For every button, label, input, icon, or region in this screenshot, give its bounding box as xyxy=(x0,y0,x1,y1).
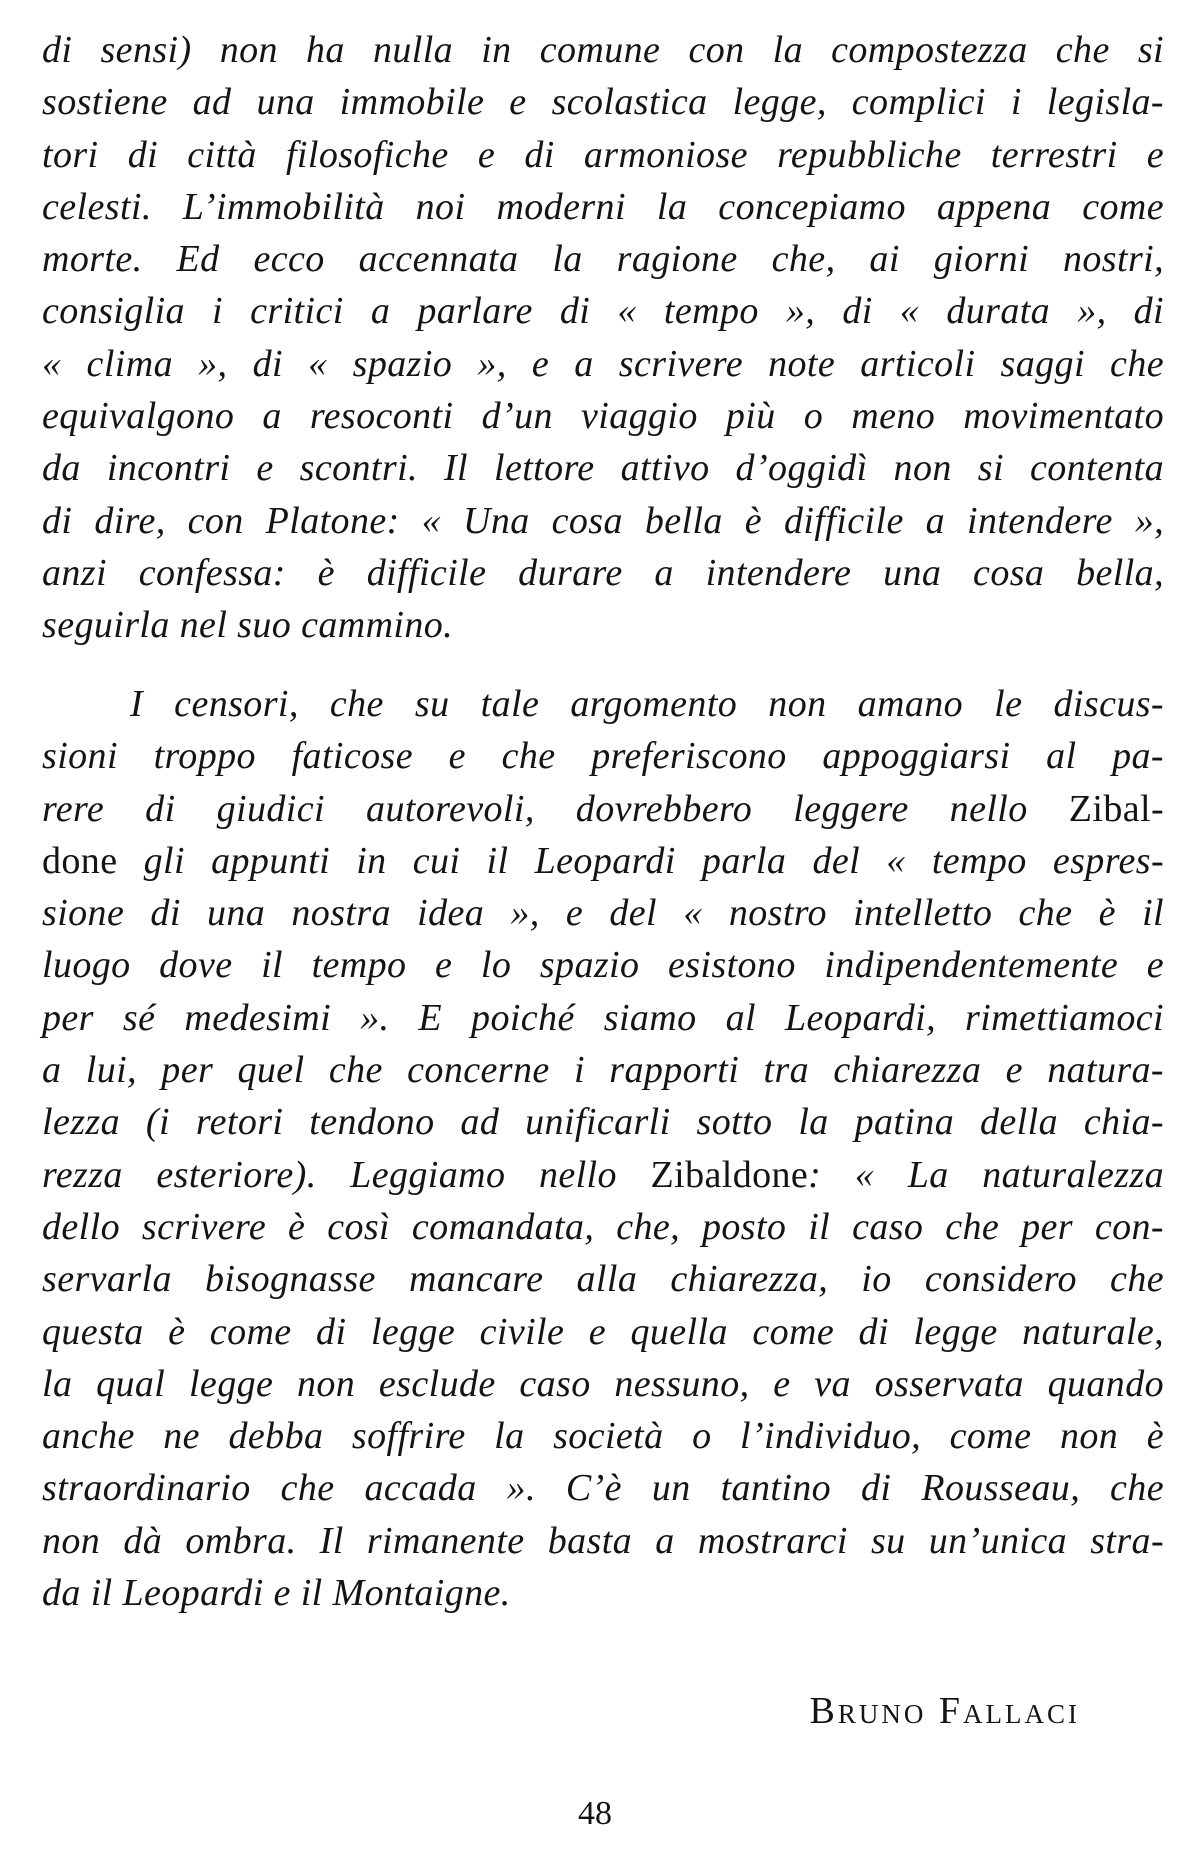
text-line: dello scrivere è così comandata, che, posto il caso che per con- xyxy=(42,1205,1164,1248)
text-line: celesti. L’immobilità noi moderni la concepiamo appena come xyxy=(42,185,1164,228)
text-run: rere di giudici autorevoli, dovrebbero leggere nello xyxy=(42,787,1069,830)
text-line: a lui, per quel che concerne i rapporti tra chiarezza e natura- xyxy=(42,1049,1164,1092)
book-title-zibaldone: done xyxy=(42,839,118,882)
text-line: sioni troppo faticose e che preferiscono appoggiarsi al pa- xyxy=(42,735,1164,778)
text-line: non dà ombra. Il rimanente basta a mostrarci su un’unica stra- xyxy=(42,1519,1164,1562)
text-line: straordinario che accada ». C’è un tantino di Rousseau, che xyxy=(42,1467,1164,1510)
paragraph-1 xyxy=(42,24,1164,652)
text-line: equivalgono a resoconti d’un viaggio più o meno movimentato xyxy=(42,395,1164,438)
text-line: per sé medesimi ». E poiché siamo al Leopardi, rimettiamoci xyxy=(42,996,1164,1039)
text-line xyxy=(42,835,1164,887)
book-title-zibaldone: Zibal- xyxy=(1068,787,1164,830)
text-line xyxy=(42,1149,1164,1201)
text-line: lezza (i retori tendono ad unificarli sotto la patina della chia- xyxy=(42,1101,1164,1144)
author-signature: Bruno Fallaci xyxy=(809,1690,1080,1732)
text-line: la qual legge non esclude caso nessuno, e va osservata quando xyxy=(42,1362,1164,1405)
text-line: seguirla nel suo cammino. xyxy=(42,604,454,647)
text-line: di sensi) non ha nulla in comune con la compostezza che si xyxy=(42,29,1164,71)
text-run: : « La naturalezza xyxy=(808,1153,1165,1196)
text-line: luogo dove il tempo e lo spazio esistono indipendentemente e xyxy=(42,944,1164,987)
paragraph-2 xyxy=(42,678,1164,1619)
text-run: gli appunti in cui il Leopardi parla del « tempo espres- xyxy=(117,839,1164,882)
text-line: sostiene ad una immobile e scolastica legge, complici i legisla- xyxy=(42,81,1164,124)
text-line: di dire, con Platone: « Una cosa bella è difficile a intendere », xyxy=(42,499,1164,542)
book-title-zibaldone: Zibaldone xyxy=(650,1153,809,1196)
text-run: rezza esteriore). Leggiamo nello xyxy=(42,1153,651,1196)
text-line: consiglia i critici a parlare di « tempo », di « durata », di xyxy=(42,290,1164,333)
page-number: 48 xyxy=(578,1795,612,1832)
text-line: tori di città filosofiche e di armoniose repubbliche terrestri e xyxy=(42,133,1164,176)
text-line: morte. Ed ecco accennata la ragione che, ai giorni nostri, xyxy=(42,238,1164,281)
text-line xyxy=(42,783,1164,835)
text-line: I censori, che su tale argomento non amano le discus- xyxy=(130,683,1164,725)
text-line: da incontri e scontri. Il lettore attivo d’oggidì non si contenta xyxy=(42,447,1164,490)
text-line: anzi confessa: è difficile durare a intendere una cosa bella, xyxy=(42,551,1164,594)
text-line: da il Leopardi e il Montaigne. xyxy=(42,1572,511,1615)
text-line: questa è come di legge civile e quella come di legge naturale, xyxy=(42,1310,1164,1353)
text-line: sione di una nostra idea », e del « nostro intelletto che è il xyxy=(42,892,1164,935)
text-line: « clima », di « spazio », e a scrivere note articoli saggi che xyxy=(42,342,1164,385)
text-line: servarla bisognasse mancare alla chiarezza, io considero che xyxy=(42,1258,1164,1301)
text-line: anche ne debba soffrire la società o l’individuo, come non è xyxy=(42,1415,1164,1458)
